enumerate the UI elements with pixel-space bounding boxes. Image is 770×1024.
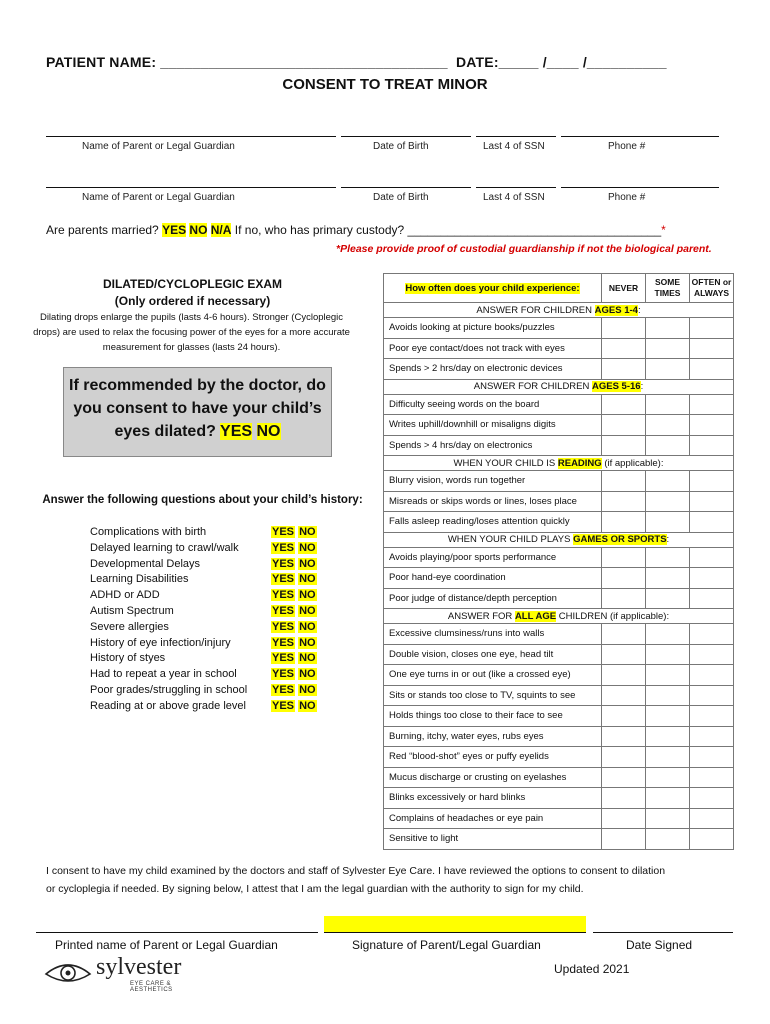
history-yes-no [271, 557, 321, 573]
section-header-text: ANSWER FOR [447, 610, 515, 622]
history-yes-no [271, 699, 321, 715]
history-yes-option[interactable]: YES [272, 589, 295, 602]
answer-cell-sometimes[interactable] [646, 415, 690, 436]
guardian-phone-line-1[interactable] [561, 136, 719, 137]
answer-cell-often[interactable] [690, 788, 734, 809]
table-row [384, 644, 734, 665]
section-header-highlight: READING [557, 457, 602, 469]
answer-cell-often[interactable] [690, 706, 734, 727]
phone-caption: Phone # [608, 192, 646, 203]
history-no-option[interactable]: NO [299, 683, 316, 696]
history-item: History of eye infection/injury [90, 636, 231, 649]
table-row [384, 685, 734, 706]
updated-year: Updated 2021 [554, 962, 630, 976]
history-item: Delayed learning to crawl/walk [90, 541, 239, 554]
history-yes-option[interactable]: YES [272, 652, 295, 665]
guardian-ssn-line-2[interactable] [476, 187, 556, 188]
answer-cell-often[interactable] [690, 568, 734, 589]
answer-cell-never[interactable] [602, 338, 646, 359]
section-header-highlight: AGES 1-4 [594, 304, 638, 316]
dilation-consent-box [63, 367, 332, 457]
answer-cell-often[interactable] [690, 747, 734, 768]
symptom-label: Difficulty seeing words on the board [384, 394, 602, 415]
section-header-highlight: GAMES OR SPORTS [573, 534, 667, 545]
signature-field[interactable] [324, 916, 586, 933]
table-row [384, 338, 734, 359]
symptom-label: Blurry vision, words run together [384, 471, 602, 492]
answer-cell-sometimes[interactable] [646, 829, 690, 850]
history-yes-option[interactable]: YES [272, 604, 295, 617]
symptom-label: Spends > 4 hrs/day on electronics [384, 435, 602, 456]
symptom-label: Falls asleep reading/loses attention quickly [384, 512, 602, 533]
history-yes-no [271, 636, 321, 652]
history-yes-option[interactable]: YES [272, 636, 295, 649]
symptom-label: Poor hand-eye coordination [384, 568, 602, 589]
answer-cell-often[interactable] [690, 491, 734, 512]
answer-cell-often[interactable] [690, 808, 734, 829]
section-header-row [384, 303, 734, 318]
answer-cell-never[interactable] [602, 624, 646, 645]
document-title: CONSENT TO TREAT MINOR [282, 76, 488, 93]
table-row [384, 624, 734, 645]
guardian-name-line-1[interactable] [46, 136, 336, 137]
signature-label: Signature of Parent/Legal Guardian [352, 938, 541, 952]
symptom-label: Complains of headaches or eye pain [384, 808, 602, 829]
answer-cell-often[interactable] [690, 588, 734, 609]
answer-cell-never[interactable] [602, 665, 646, 686]
table-row [384, 568, 734, 589]
section-header-text: ANSWER FOR CHILDREN [476, 304, 595, 316]
table-header-row [384, 274, 734, 303]
consent-statement [46, 862, 736, 898]
answer-cell-never[interactable] [602, 706, 646, 727]
history-no-option[interactable]: NO [299, 620, 316, 633]
answer-cell-often[interactable] [690, 415, 734, 436]
symptom-label: Holds things too close to their face to see [384, 706, 602, 727]
section-header-text: CHILDREN (if applicable): [556, 610, 670, 622]
dilated-exam-subtitle: (Only ordered if necessary) [114, 294, 271, 308]
section-header [384, 379, 734, 394]
history-yes-option[interactable]: YES [272, 668, 295, 681]
dob-caption: Date of Birth [373, 141, 429, 152]
married-question-text: Are parents married? [46, 223, 159, 237]
dilated-exam-description [14, 310, 369, 355]
answer-cell-sometimes[interactable] [646, 726, 690, 747]
history-yes-option[interactable]: YES [272, 541, 295, 554]
table-row [384, 547, 734, 568]
history-yes-option[interactable]: YES [272, 699, 295, 712]
ssn-caption: Last 4 of SSN [483, 141, 545, 152]
symptom-label: Poor eye contact/does not track with eyes [384, 338, 602, 359]
symptom-label: Misreads or skips words or lines, loses place [384, 491, 602, 512]
table-row [384, 829, 734, 850]
answer-cell-sometimes[interactable] [646, 318, 690, 339]
section-header-highlight: AGES 5-16 [592, 381, 641, 392]
dob-caption: Date of Birth [373, 192, 429, 203]
consent-box-question: eyes dilated? [114, 423, 216, 440]
section-header [384, 609, 734, 624]
answer-cell-often[interactable] [690, 435, 734, 456]
col-sometimes-label: TIMES [654, 288, 681, 298]
history-no-option[interactable]: NO [299, 557, 316, 570]
answer-cell-often[interactable] [690, 726, 734, 747]
history-no-option[interactable]: NO [299, 652, 316, 665]
married-yes-option[interactable]: YES [162, 223, 187, 237]
answer-cell-often[interactable] [690, 338, 734, 359]
answer-cell-often[interactable] [690, 829, 734, 850]
date-signed-label: Date Signed [626, 938, 693, 952]
guardian-name-caption: Name of Parent or Legal Guardian [82, 192, 235, 203]
answer-cell-often[interactable] [690, 318, 734, 339]
sylvester-logo [44, 956, 204, 992]
description-line: drops) are used to relax the focusing power of the eyes for a more accurate [33, 327, 350, 338]
answer-cell-sometimes[interactable] [646, 767, 690, 788]
date-signed-line[interactable] [593, 932, 733, 933]
table-row [384, 588, 734, 609]
section-header [384, 456, 734, 471]
table-row [384, 767, 734, 788]
col-sometimes [646, 274, 690, 303]
table-row [384, 706, 734, 727]
answer-cell-sometimes[interactable] [646, 644, 690, 665]
answer-cell-never[interactable] [602, 435, 646, 456]
phone-caption: Phone # [608, 141, 646, 152]
description-line: measurement for glasses (lasts 24 hours). [102, 342, 281, 353]
answer-cell-sometimes[interactable] [646, 706, 690, 727]
table-question: How often does your child experience: [405, 282, 580, 294]
answer-cell-never[interactable] [602, 788, 646, 809]
symptom-label: Spends > 2 hrs/day on electronic devices [384, 359, 602, 380]
section-header-highlight: ALL AGE [514, 610, 557, 622]
answer-cell-sometimes[interactable] [646, 435, 690, 456]
history-item: Complications with birth [90, 526, 207, 538]
table-question-cell [384, 274, 602, 303]
table-row [384, 415, 734, 436]
history-yes-no [271, 683, 321, 699]
answer-cell-never[interactable] [602, 394, 646, 415]
history-yes-no [271, 604, 321, 620]
history-answers [271, 525, 321, 715]
answer-cell-never[interactable] [602, 547, 646, 568]
answer-cell-never[interactable] [602, 767, 646, 788]
dilation-no-option[interactable]: NO [256, 423, 281, 440]
guardian-dob-line-2[interactable] [341, 187, 471, 188]
history-question: Answer the following questions about your child’s history: [42, 494, 363, 506]
custody-proof-note: *Please provide proof of custodial guardianship if not the biological parent. [336, 243, 712, 255]
answer-cell-sometimes[interactable] [646, 547, 690, 568]
parents-married-question [46, 223, 666, 237]
table-row [384, 491, 734, 512]
answer-cell-often[interactable] [690, 547, 734, 568]
history-yes-option[interactable]: YES [272, 573, 295, 586]
answer-cell-sometimes[interactable] [646, 665, 690, 686]
answer-cell-sometimes[interactable] [646, 747, 690, 768]
col-never-label: NEVER [608, 282, 639, 293]
experience-table [383, 273, 734, 850]
symptom-label: Writes uphill/downhill or misaligns digits [384, 415, 602, 436]
answer-cell-sometimes[interactable] [646, 685, 690, 706]
answer-cell-often[interactable] [690, 624, 734, 645]
table-row [384, 318, 734, 339]
symptom-label: Avoids playing/poor sports performance [384, 547, 602, 568]
answer-cell-never[interactable] [602, 568, 646, 589]
history-no-option[interactable]: NO [299, 668, 316, 681]
table-row [384, 394, 734, 415]
dilation-yes-option[interactable]: YES [220, 423, 253, 440]
table-row [384, 512, 734, 533]
guardian-name-caption: Name of Parent or Legal Guardian [82, 141, 235, 152]
answer-cell-often[interactable] [690, 767, 734, 788]
custody-asterisk: * [661, 223, 666, 237]
consent-line: I consent to have my child examined by the doctors and staff of Sylvester Eye Care. I have reviewed the options to consent to dilation [46, 865, 666, 877]
guardian-phone-line-2[interactable] [561, 187, 719, 188]
consent-box-line: you consent to have your child’s [73, 400, 322, 417]
history-yes-no [271, 541, 321, 557]
printed-name-line[interactable] [36, 932, 318, 933]
history-yes-option[interactable]: YES [272, 526, 295, 538]
table-row [384, 726, 734, 747]
history-no-option[interactable]: NO [299, 541, 316, 554]
col-often [690, 274, 734, 303]
logo-tagline: EYE CARE & AESTHETICS [130, 981, 173, 993]
answer-cell-sometimes[interactable] [646, 491, 690, 512]
logo-wordmark: sylvester [96, 954, 182, 980]
answer-cell-never[interactable] [602, 726, 646, 747]
patient-name-date-line[interactable]: PATIENT NAME: ____________________________________ DATE:_____ /____ /__________ [46, 54, 667, 70]
description-line: Dilating drops enlarge the pupils (lasts 4-6 hours). Stronger (Cycloplegic [39, 312, 344, 323]
history-no-option[interactable]: NO [299, 699, 316, 712]
symptom-label: Double vision, closes one eye, head tilt [384, 644, 602, 665]
col-never [602, 274, 646, 303]
answer-cell-sometimes[interactable] [646, 359, 690, 380]
answer-cell-sometimes[interactable] [646, 338, 690, 359]
custody-question[interactable]: If no, who has primary custody? ______________________________________ [234, 223, 662, 237]
answer-cell-never[interactable] [602, 318, 646, 339]
guardian-name-line-2[interactable] [46, 187, 336, 188]
history-item: Had to repeat a year in school [90, 668, 237, 681]
col-sometimes-label: SOME [654, 277, 681, 287]
symptom-label: Mucus discharge or crusting on eyelashes [384, 767, 602, 788]
answer-cell-sometimes[interactable] [646, 588, 690, 609]
table-row [384, 665, 734, 686]
history-yes-option[interactable]: YES [272, 620, 295, 633]
history-yes-no [271, 588, 321, 604]
section-header-row [384, 379, 734, 394]
answer-cell-sometimes[interactable] [646, 788, 690, 809]
history-list [90, 525, 270, 715]
consent-line: or cycloplegia if needed. By signing below, I attest that I am the legal guardian with the authority to sign for my child. [46, 883, 584, 895]
table-row [384, 359, 734, 380]
ssn-caption: Last 4 of SSN [483, 192, 545, 203]
consent-box-line [64, 420, 331, 443]
married-no-option[interactable]: NO [189, 223, 208, 237]
consent-box-line: If recommended by the doctor, do [69, 377, 326, 394]
section-header-text: : [640, 381, 644, 392]
answer-cell-never[interactable] [602, 471, 646, 492]
history-item: Poor grades/struggling in school [90, 683, 248, 696]
married-na-option[interactable]: N/A [210, 223, 232, 237]
answer-cell-sometimes[interactable] [646, 512, 690, 533]
symptom-label: Avoids looking at picture books/puzzles [384, 318, 602, 339]
eye-logo-icon [44, 958, 92, 988]
answer-cell-sometimes[interactable] [646, 568, 690, 589]
history-yes-no [271, 667, 321, 683]
history-item: Learning Disabilities [90, 573, 189, 586]
guardian-dob-line-1[interactable] [341, 136, 471, 137]
history-no-option[interactable]: NO [299, 573, 316, 586]
history-yes-no [271, 651, 321, 667]
answer-cell-often[interactable] [690, 685, 734, 706]
section-header-text: (if applicable): [601, 457, 664, 469]
history-yes-no [271, 620, 321, 636]
section-header [384, 303, 734, 318]
history-item: Developmental Delays [90, 557, 201, 570]
dilated-exam-title: DILATED/CYCLOPLEGIC EXAM [102, 277, 283, 291]
section-header-text: : [637, 304, 641, 316]
answer-cell-often[interactable] [690, 644, 734, 665]
answer-cell-never[interactable] [602, 685, 646, 706]
history-item: Reading at or above grade level [90, 699, 246, 712]
answer-cell-never[interactable] [602, 588, 646, 609]
history-item: Autism Spectrum [90, 604, 174, 617]
answer-cell-never[interactable] [602, 512, 646, 533]
history-yes-option[interactable]: YES [272, 557, 295, 570]
history-yes-no [271, 525, 321, 541]
symptom-label: Sensitive to light [384, 829, 602, 850]
symptom-label: Red “blood-shot” eyes or puffy eyelids [384, 747, 602, 768]
printed-name-label: Printed name of Parent or Legal Guardian [55, 938, 278, 952]
history-item: History of styes [90, 652, 166, 665]
symptom-label: Sits or stands too close to TV, squints to see [384, 685, 602, 706]
symptom-label: Excessive clumsiness/runs into walls [384, 624, 602, 645]
history-yes-option[interactable]: YES [272, 683, 295, 696]
section-header-row [384, 456, 734, 471]
answer-cell-never[interactable] [602, 747, 646, 768]
answer-cell-never[interactable] [602, 359, 646, 380]
history-no-option[interactable]: NO [299, 526, 316, 538]
section-header-text: ANSWER FOR CHILDREN [473, 381, 592, 392]
table-row [384, 471, 734, 492]
answer-cell-sometimes[interactable] [646, 394, 690, 415]
guardian-ssn-line-1[interactable] [476, 136, 556, 137]
symptom-label: Burning, itchy, water eyes, rubs eyes [384, 726, 602, 747]
section-header-text: : [666, 534, 670, 545]
section-header-text: WHEN YOUR CHILD IS [453, 457, 558, 469]
history-no-option[interactable]: NO [299, 589, 316, 602]
table-row [384, 747, 734, 768]
history-item: Severe allergies [90, 620, 169, 633]
table-row [384, 808, 734, 829]
symptom-label: One eye turns in or out (like a crossed eye) [384, 665, 602, 686]
section-header [384, 532, 734, 547]
answer-cell-sometimes[interactable] [646, 624, 690, 645]
answer-cell-never[interactable] [602, 415, 646, 436]
history-yes-no [271, 572, 321, 588]
answer-cell-often[interactable] [690, 359, 734, 380]
history-no-option[interactable]: NO [299, 604, 316, 617]
symptom-label: Blinks excessively or hard blinks [384, 788, 602, 809]
answer-cell-never[interactable] [602, 829, 646, 850]
section-header-text: WHEN YOUR CHILD PLAYS [447, 534, 574, 545]
history-item: ADHD or ADD [90, 589, 160, 602]
table-row [384, 435, 734, 456]
answer-cell-never[interactable] [602, 644, 646, 665]
section-header-row [384, 532, 734, 547]
answer-cell-often[interactable] [690, 665, 734, 686]
answer-cell-never[interactable] [602, 491, 646, 512]
answer-cell-never[interactable] [602, 808, 646, 829]
section-header-row [384, 609, 734, 624]
answer-cell-often[interactable] [690, 394, 734, 415]
answer-cell-often[interactable] [690, 512, 734, 533]
col-often-label: OFTEN or [691, 277, 732, 287]
symptom-label: Poor judge of distance/depth perception [384, 588, 602, 609]
answer-cell-sometimes[interactable] [646, 808, 690, 829]
answer-cell-sometimes[interactable] [646, 471, 690, 492]
table-row [384, 788, 734, 809]
history-no-option[interactable]: NO [299, 636, 316, 649]
answer-cell-often[interactable] [690, 471, 734, 492]
col-often-label: ALWAYS [693, 288, 730, 298]
